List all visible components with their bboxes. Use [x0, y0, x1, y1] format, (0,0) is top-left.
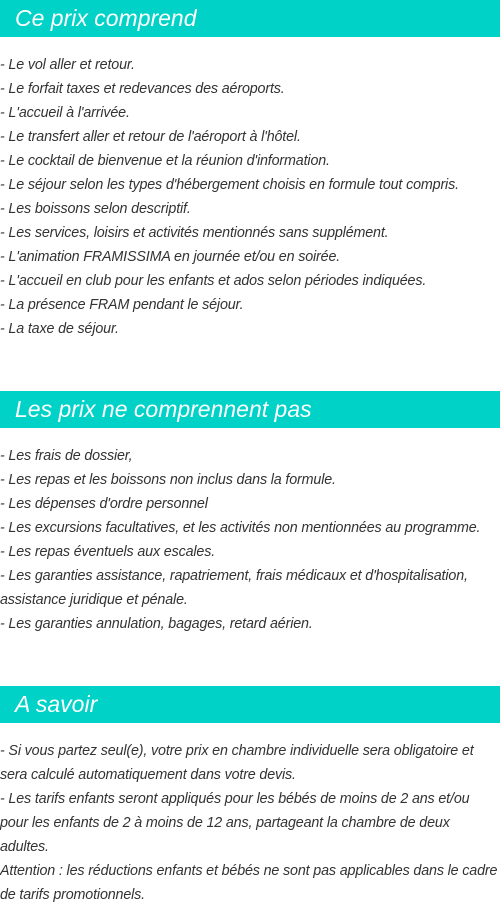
list-item: - Le séjour selon les types d'hébergement choisis en formule tout compris. — [0, 177, 459, 193]
list-item: - L'animation FRAMISSIMA en journée et/ou en soirée. — [0, 249, 341, 265]
list-item: Attention : les réductions enfants et bébés ne sont pas applicables dans le cadre de tarifs promotionnels. — [0, 863, 498, 903]
list-item: - Le forfait taxes et redevances des aéroports. — [0, 81, 285, 97]
list-item: - Les repas et les boissons non inclus dans la formule. — [0, 472, 336, 488]
list-item: - Les garanties annulation, bagages, retard aérien. — [0, 616, 313, 632]
list-item: - Les repas éventuels aux escales. — [0, 544, 216, 560]
list-item: - La taxe de séjour. — [0, 321, 119, 337]
list-item: - Le transfert aller et retour de l'aéroport à l'hôtel. — [0, 129, 301, 145]
list-item: - Les dépenses d'ordre personnel — [0, 496, 208, 512]
list-item: - Les tarifs enfants seront appliqués pour les bébés de moins de 2 ans et/ou pour les enfants de 2 à moins de 12 ans, partageant la chambre de deux adultes. — [0, 791, 470, 855]
section-title-excludes: Les prix ne comprennent pas — [0, 391, 500, 428]
excludes-list — [0, 444, 500, 636]
section-title-includes: Ce prix comprend — [0, 0, 500, 37]
list-item: - L'accueil en club pour les enfants et ados selon périodes indiquées. — [0, 273, 427, 289]
list-item: - Si vous partez seul(e), votre prix en chambre individuelle sera obligatoire et sera calculé automatiquement dans votre devis. — [0, 743, 474, 783]
list-item: - Le vol aller et retour. — [0, 57, 135, 73]
list-item: - Le cocktail de bienvenue et la réunion d'information. — [0, 153, 330, 169]
section-title-info: A savoir — [0, 686, 500, 723]
list-item: - Les services, loisirs et activités mentionnés sans supplément. — [0, 225, 389, 241]
list-item: - Les boissons selon descriptif. — [0, 201, 191, 217]
info-list — [0, 739, 500, 907]
list-item: - Les frais de dossier, — [0, 448, 133, 464]
includes-list — [0, 53, 500, 341]
list-item: - Les garanties assistance, rapatriement, frais médicaux et d'hospitalisation, assistance juridique et pénale. — [0, 568, 468, 608]
list-item: - L'accueil à l'arrivée. — [0, 105, 130, 121]
list-item: - La présence FRAM pendant le séjour. — [0, 297, 244, 313]
list-item: - Les excursions facultatives, et les activités non mentionnées au programme. — [0, 520, 481, 536]
